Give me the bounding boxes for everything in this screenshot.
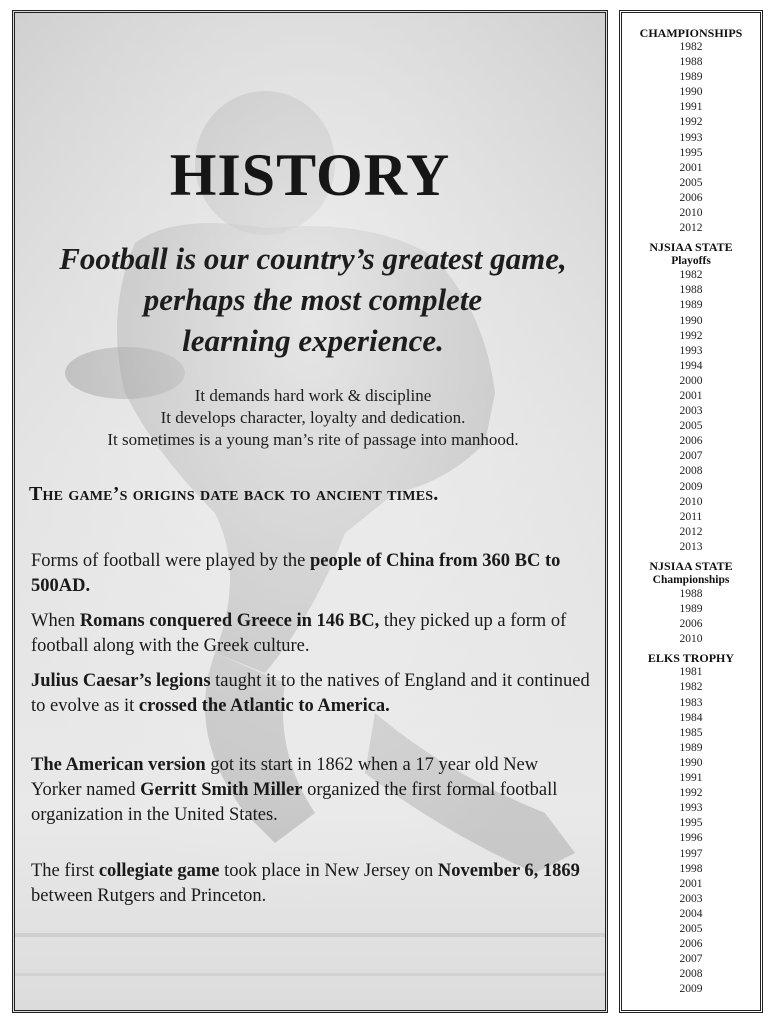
year-entry: 1989 (679, 299, 703, 312)
year-entry: 2003 (679, 892, 703, 905)
year-entry: 1983 (679, 696, 703, 709)
virtues-list (25, 385, 601, 451)
year-entry: 2009 (679, 983, 703, 996)
tagline-line: perhaps the most complete (143, 282, 483, 317)
year-entry: 1982 (679, 681, 703, 694)
year-entry: 1988 (679, 56, 703, 69)
year-entry: 2004 (679, 907, 703, 920)
year-entry: 1981 (679, 666, 703, 679)
year-entry: 1991 (679, 772, 703, 785)
virtue-line: It develops character, loyalty and dedication. (160, 408, 466, 427)
year-entry: 2008 (679, 465, 703, 478)
year-entry: 2005 (679, 922, 703, 935)
year-entry: 1989 (679, 741, 703, 754)
bold-text: The American version (31, 755, 206, 775)
year-entry: 1982 (679, 41, 703, 53)
year-entry: 1992 (679, 116, 703, 129)
paragraph-collegiate (31, 859, 591, 909)
year-entry: 2011 (679, 510, 703, 523)
year-entry: 1991 (679, 101, 703, 114)
paragraph-caesar (31, 669, 591, 719)
year-entry: 1997 (679, 847, 703, 860)
origins-heading (29, 483, 608, 506)
year-entry: 1984 (679, 711, 703, 724)
paragraph-american (31, 753, 591, 828)
tagline-line: learning experience. (182, 323, 444, 358)
year-entry: 1993 (679, 344, 703, 357)
year-entry: 1994 (679, 359, 703, 372)
year-entry: 1982 (679, 269, 703, 282)
year-entry: 1992 (679, 787, 703, 800)
year-entry: 1989 (679, 71, 703, 84)
year-entry: 2012 (679, 222, 703, 235)
text: taught it to the natives of England and it continued to evolve as it (31, 671, 590, 716)
bold-text: collegiate game (98, 861, 220, 881)
section-title: NJSIAA STATE (649, 559, 733, 573)
year-entry: 2001 (679, 389, 703, 402)
year-entry: 1995 (679, 817, 703, 830)
year-entry: 1990 (679, 314, 703, 327)
year-entry: 2006 (679, 938, 703, 951)
year-list (622, 268, 760, 555)
year-entry: 2009 (679, 480, 703, 493)
year-entry: 1995 (679, 146, 703, 159)
year-entry: 1990 (679, 756, 703, 769)
year-entry: 2010 (679, 495, 703, 508)
year-entry: 2006 (679, 618, 703, 631)
bold-text: November 6, 1869 (437, 861, 580, 881)
history-content (15, 13, 605, 1010)
year-entry: 2012 (679, 525, 703, 538)
championships-section (622, 26, 760, 236)
year-entry: 2008 (679, 968, 703, 981)
section-title: ELKS TROPHY (647, 651, 735, 666)
bold-text: crossed the Atlantic to America. (138, 696, 390, 716)
year-entry: 2007 (679, 450, 703, 463)
virtue-line: It demands hard work & discipline (194, 386, 432, 405)
tagline-line: Football is our country’s greatest game, (59, 241, 567, 276)
year-entry: 1992 (679, 329, 703, 342)
records-sidebar (619, 10, 763, 1013)
year-entry: 1985 (679, 726, 703, 739)
year-entry: 2013 (679, 540, 703, 553)
section-subtitle: Championships (652, 574, 730, 586)
paragraph-romans (31, 609, 591, 659)
year-entry: 2010 (679, 207, 703, 220)
text: between Rutgers and Princeton. (31, 886, 267, 906)
bold-text: Romans conquered Greece in 146 BC, (79, 611, 380, 631)
year-entry: 1989 (679, 603, 703, 616)
year-entry: 2010 (679, 633, 703, 646)
paragraph-china (31, 549, 591, 599)
origins-heading-text: The game’s origins date back to ancient times. (29, 483, 439, 505)
text: took place in New Jersey on (219, 861, 438, 881)
year-entry: 1996 (679, 832, 703, 845)
year-entry: 1998 (679, 862, 703, 875)
year-entry: 2001 (679, 161, 703, 174)
year-entry: 1988 (679, 284, 703, 297)
year-entry: 2000 (679, 374, 703, 387)
year-list (622, 665, 760, 997)
section-title: NJSIAA STATE (649, 240, 733, 255)
year-entry: 1993 (679, 131, 703, 144)
text: got its start in 1862 when a 17 year old New Yorker named (31, 755, 539, 800)
year-entry: 2003 (679, 405, 703, 418)
elks-trophy-section (622, 651, 760, 997)
text: The first (31, 861, 99, 881)
year-entry: 2005 (679, 176, 703, 189)
page-title: HISTORY (169, 142, 451, 208)
year-entry: 2001 (679, 877, 703, 890)
text: organized the first formal football organization in the United States. (31, 780, 558, 825)
year-entry: 2006 (679, 191, 703, 204)
year-entry: 2007 (679, 953, 703, 966)
text: they picked up a form of football along with the Greek culture. (31, 611, 567, 656)
year-entry: 1990 (679, 86, 703, 99)
bold-text: people of China from 360 BC to 500AD. (31, 551, 561, 596)
year-list (622, 40, 760, 236)
bold-text: Gerritt Smith Miller (140, 780, 303, 800)
section-title: CHAMPIONSHIPS (639, 26, 743, 40)
section-subtitle: Playoffs (671, 255, 711, 268)
tagline (35, 238, 591, 361)
text: When (31, 611, 80, 631)
year-entry: 1993 (679, 802, 703, 815)
bold-text: Julius Caesar’s legions (31, 671, 211, 691)
virtue-line: It sometimes is a young man’s rite of passage into manhood. (107, 430, 519, 449)
year-entry: 2005 (679, 420, 703, 433)
year-list (622, 587, 760, 647)
year-entry: 1988 (679, 588, 703, 600)
text: Forms of football were played by the (31, 551, 310, 571)
state-championships-section (622, 559, 760, 647)
history-panel (12, 10, 608, 1013)
playoffs-section (622, 240, 760, 555)
year-entry: 2006 (679, 435, 703, 448)
